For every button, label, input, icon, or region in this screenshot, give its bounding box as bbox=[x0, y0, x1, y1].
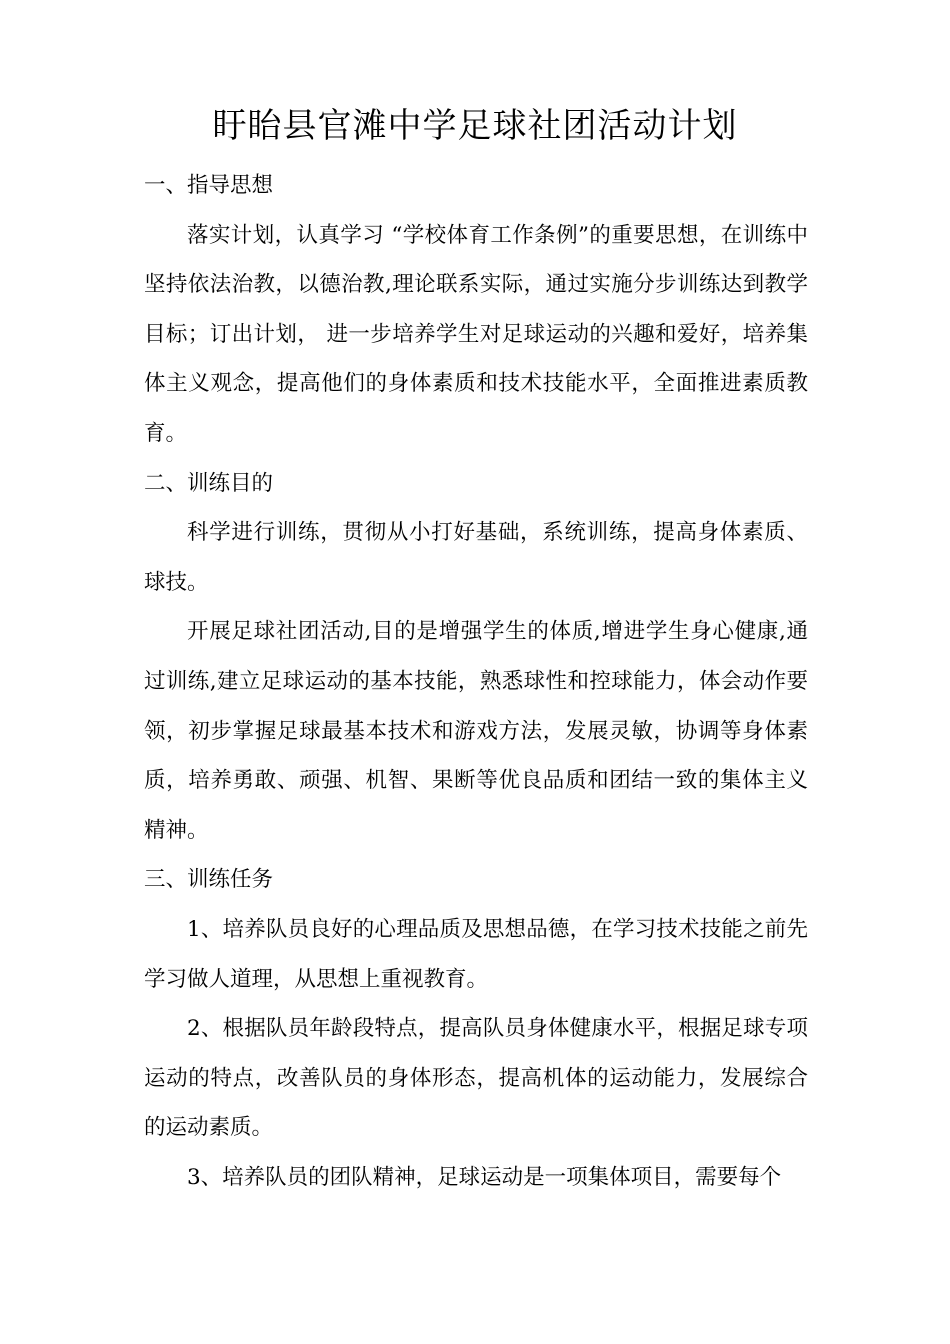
document-body bbox=[144, 161, 808, 1202]
paragraph-guiding-ideology: 落实计划，认真学习 “学校体育工作条例”的重要思想，在训练中坚持依法治教，以德治教,理论联系实际，通过实施分步训练达到教学目标；订出计划， 进一步培养学生对足球运动的兴趣和爱好，培养集体主义观念，提高他们的身体素质和技术技能水平，全面推进素质教育。 bbox=[144, 222, 808, 446]
section-heading-training-tasks: 三、训练任务 bbox=[144, 867, 274, 893]
section-heading-training-purpose: 二、训练目的 bbox=[144, 470, 274, 496]
paragraph-training-purpose-2: 开展足球社团活动,目的是增强学生的体质,增进学生身心健康,通过训练,建立足球运动的基本技能，熟悉球性和控球能力，体会动作要领，初步掌握足球最基本技术和游戏方法，发展灵敏，协调等身体素质，培养勇敢、顽强、机智、果断等优良品质和团结一致的集体主义精神。 bbox=[144, 619, 808, 843]
section-heading-guiding-ideology: 一、指导思想 bbox=[144, 173, 274, 198]
paragraph-training-task-2: 2、根据队员年龄段特点，提高队员身体健康水平，根据足球专项运动的特点，改善队员的身体形态，提高机体的运动能力，发展综合的运动素质。 bbox=[144, 1016, 808, 1141]
paragraph-training-task-3: 3、培养队员的团队精神，足球运动是一项集体项目，需要每个 bbox=[187, 1164, 782, 1190]
paragraph-training-purpose-1: 科学进行训练，贯彻从小打好基础，系统训练，提高身体素质、球技。 bbox=[144, 520, 808, 595]
document-title: 盱眙县官滩中学足球社团活动计划 bbox=[212, 106, 738, 146]
paragraph-training-task-1: 1、培养队员良好的心理品质及思想品德，在学习技术技能之前先学习做人道理，从思想上重视教育。 bbox=[144, 916, 808, 992]
